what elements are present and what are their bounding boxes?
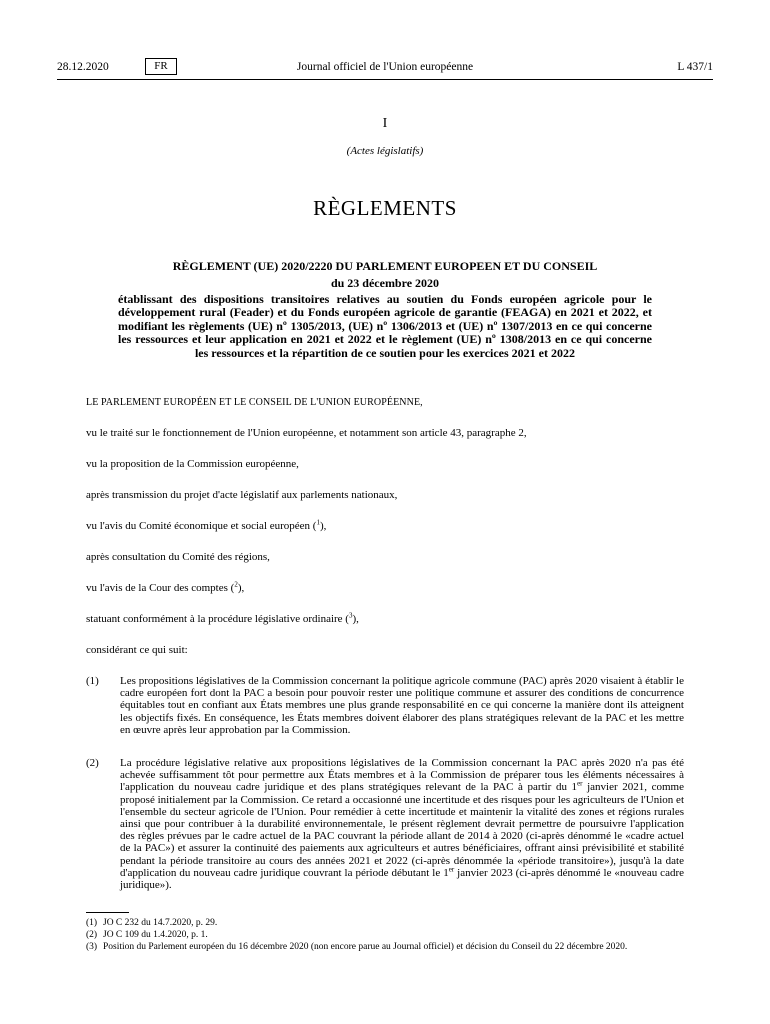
citation-text: vu l'avis de la Cour des comptes ( [86,582,235,594]
footnote-text: JO C 232 du 14.7.2020, p. 29. [103,918,218,928]
footnote-text: JO C 109 du 1.4.2020, p. 1. [103,929,208,940]
citation-proposal: vu la proposition de la Commission européenne, [86,458,299,470]
recital-text-part: La procédure législative relative aux propositions législatives de la Commission concernant la PAC après 2020 n'a pas été achevée suffisamment tôt pour permettre aux États membres et à la Commission de préparer tous les éléments nécessaires à l'application du nouveau cadre juridique et des plans stratégiques relevant de la PAC à partir du 1 [120,757,684,794]
footnotes [86,918,684,953]
regulation-title: RÈGLEMENT (UE) 2020/2220 DU PARLEMENT EUROPEEN ET DU CONSEIL [172,259,598,273]
footnote-ref[interactable]: 3 [348,611,353,620]
footnote-3 [86,942,684,954]
citation-procedure [86,613,684,626]
footnote-mark: (3) [86,941,98,952]
recital-text: Les propositions législatives de la Commission concernant la politique agricole commune (PAC) après 2020 visaient à établir le cadre européen fort dont la PAC a besoin pour pouvoir rester une politique commune et assurer des conditions de concurrence équitables tout en confiant aux États membres une plus grande responsabilité en ce qui concerne la manière dont ils atteignent les objectifs fixés. En conséquence, les États membres doivent élaborer des plans stratégiques relevant de la PAC et les mettre en œuvre après leur approbation par la Commission. [120,675,684,736]
header-divider [57,79,713,80]
recital-text-part: janvier 2021, comme proposé initialement par la Commission. Ce retard a occasionné une incertitude et des risques pour les agriculteurs de l'Union et l'ensemble du secteur agricole de l'Union. Pour remédier à cette incertitude et maintenir la vitalité des zones et régions rurales ainsi que pour contribuer à la durabilité environnementale, le présent règlement devrait permettre de poursuivre l'application des règles prévues par le cadre actuel de la PAC couvrant la période allant de 2014 à 2020 (ci-après dénommé le «cadre actuel de la PAC») et assurer la continuité des paiements aux agriculteurs et autres bénéficiaires, offrant ainsi prévisibilité et stabilité pendant la période transitoire au cours des années 2021 et 2022 (ci-après dénommée la «période transitoire»), jusqu'à la date d'application du nouveau cadre juridique couvrant la période débutant le 1 [120,781,684,879]
whereas-intro: considérant ce qui suit: [86,644,188,656]
footnote-mark: (2) [86,929,98,940]
footnote-divider [86,912,129,913]
regulation-date: du 23 décembre 2020 [330,276,440,290]
citation-regions: après consultation du Comité des régions, [86,551,270,563]
ordinal-suffix: er [577,779,583,788]
ordinal-suffix: er [448,865,455,874]
citation-eesc [86,520,684,533]
recital-number: (1) [86,675,99,687]
footnote-2 [86,930,684,942]
recital-number: (2) [86,757,99,769]
regulation-subject: établissant des dispositions transitoires relatives au soutien du Fonds européen agricole pour le développement rural (Feader) et du Fonds européen agricole de garantie (FEAGA) en 2021 et 2022, et modifiant les règlements (UE) nº 1305/2013, (UE) nº 1306/2013 et (UE) nº 1307/2013 en ce qui concerne les ressources et leur application en 2021 et 2022 et le règlement (UE) nº 1308/2013 en ce qui concerne les ressources et la répartition de ce soutien pour les exercices 2021 et 2022 [118,292,652,360]
journal-title: Journal officiel de l'Union européenne [296,61,474,73]
citation-transmission: après transmission du projet d'acte législatif aux parlements nationaux, [86,489,398,501]
footnote-ref[interactable]: 1 [316,518,320,527]
section-subtitle: (Actes législatifs) [346,145,424,157]
footnote-ref[interactable]: 2 [234,580,238,589]
citation-text: statuant conformément à la procédure législative ordinaire ( [86,613,349,625]
citation-court [86,582,684,595]
footnote-mark: (1) [86,918,98,928]
language-badge: FR [145,58,177,75]
page-reference: L 437/1 [677,61,713,73]
citation-end: ), [352,613,359,625]
citation-end: ), [237,582,245,594]
section-heading: RÈGLEMENTS [313,196,457,220]
preamble-parties: LE PARLEMENT EUROPÉEN ET LE CONSEIL DE L'UNION EUROPÉENNE, [86,397,423,408]
citation-treaty: vu le traité sur le fonctionnement de l'Union européenne, et notamment son article 43, paragraphe 2, [86,427,527,439]
footnote-text: Position du Parlement européen du 16 décembre 2020 (non encore parue au Journal officiel) et décision du Conseil du 22 décembre 2020. [103,941,628,952]
recital-text [120,757,684,891]
section-number: I [382,116,388,131]
footnote-1 [86,918,684,930]
publication-date: 28.12.2020 [57,61,109,73]
recital-text-part: janvier 2023 (ci-après dénommé le «nouveau cadre juridique»). [120,866,684,892]
citation-end: ), [319,520,327,532]
citation-text: vu l'avis du Comité économique et social européen ( [86,520,317,532]
